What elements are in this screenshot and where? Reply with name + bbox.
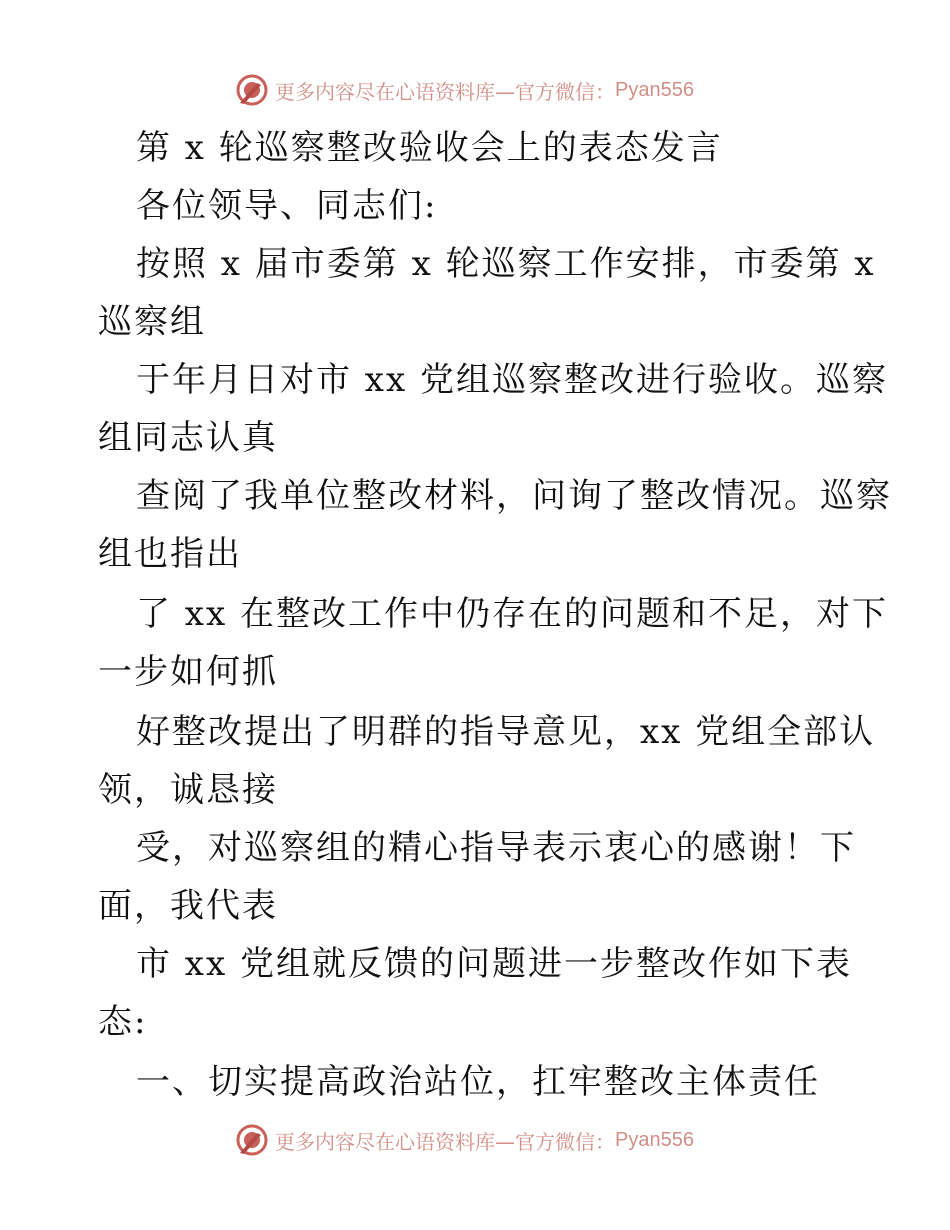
text-line: 查阅了我单位整改材料，问询了整改情况。巡察 [136, 476, 892, 516]
text-line: 于年月日对市 xx 党组巡察整改进行验收。巡察 [136, 360, 888, 400]
text-line: 按照 x 届市委第 x 轮巡察工作安排，市委第 x [136, 244, 876, 284]
quill-seal-logo-icon [235, 73, 269, 107]
text-line: 组也指出 [98, 534, 242, 574]
watermark-handle: Pyan556 [615, 1128, 694, 1151]
text-line: 巡察组 [98, 302, 206, 342]
watermark-text: 更多内容尽在心语资料库—官方微信： [275, 79, 615, 104]
text-line: 面，我代表 [98, 886, 278, 926]
document-title: 第 x 轮巡察整改验收会上的表态发言 [136, 128, 723, 168]
text-line: 好整改提出了明群的指导意见，xx 党组全部认 [136, 712, 876, 752]
text-line: 态: [98, 1002, 148, 1042]
quill-seal-logo-icon [235, 1123, 269, 1157]
text-line: 领，诚恳接 [98, 770, 278, 810]
watermark-handle: Pyan556 [615, 78, 694, 101]
text-line: 各位领导、同志们: [136, 186, 438, 226]
text-line: 了 xx 在整改工作中仍存在的问题和不足，对下 [136, 594, 888, 634]
text-line: 组同志认真 [98, 418, 278, 458]
watermark-text: 更多内容尽在心语资料库—官方微信： [275, 1129, 615, 1154]
text-line: 市 xx 党组就反馈的问题进一步整改作如下表 [136, 944, 852, 984]
text-line: 受，对巡察组的精心指导表示衷心的感谢！下 [136, 828, 856, 868]
section-heading: 一、切实提高政治站位，扛牢整改主体责任 [136, 1062, 820, 1102]
watermark-header [235, 73, 694, 107]
text-line: 一步如何抓 [98, 652, 278, 692]
watermark-footer [235, 1123, 694, 1157]
